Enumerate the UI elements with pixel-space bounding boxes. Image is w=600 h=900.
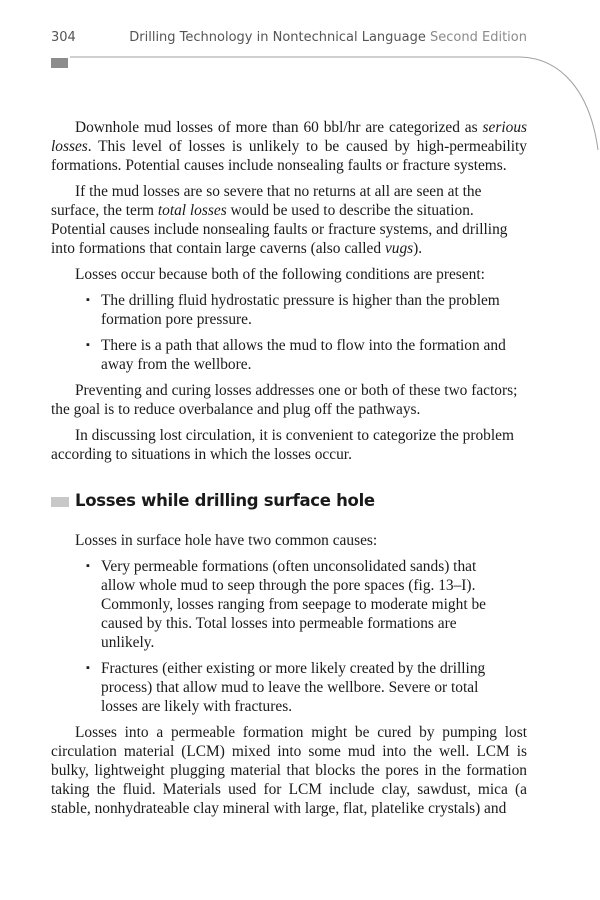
- paragraph-lcm: Losses into a permeable formation might be cured by pumping lost circulation material (LCM) mixed into some mud into the well. LCM is bulky, lightweight plugging material that blocks the pores in the formation taking the fluid. Materials used for LCM include clay, sawdust, mica (a stable, nonhydrateable clay mineral with large, flat, platelike crystals) and: [51, 724, 527, 817]
- page-number: 304: [51, 30, 76, 45]
- text-run: Downhole mud losses of more than 60 bbl/hr are categorized as: [75, 119, 478, 136]
- running-title: [129, 30, 527, 45]
- paragraph-total-losses: [51, 182, 527, 258]
- running-header: [51, 30, 527, 50]
- list-item: [86, 336, 527, 374]
- conditions-list: [51, 291, 527, 374]
- italic-term: vugs: [384, 240, 414, 257]
- bullet-icon: ▪: [86, 294, 90, 306]
- text-run: . This level of losses is unlikely to be caused by high-permeability formations. Potential causes include nonsealing faults or fracture systems.: [51, 138, 527, 174]
- text-run: would be used to describe the situation. Potential causes include nonsealing faults or fracture systems, and drilling into formations that contain large caverns (also called: [51, 202, 508, 257]
- text-run: ).: [413, 240, 423, 257]
- paragraph-surface-causes: Losses in surface hole have two common causes:: [75, 532, 378, 549]
- list-item: [86, 291, 527, 329]
- italic-term: total losses: [157, 202, 227, 219]
- paragraph-preventing: Preventing and curing losses addresses one or both of these two factors; the goal is to reduce overbalance and plug off the pathways.: [51, 382, 518, 418]
- section-heading: [51, 491, 527, 515]
- edition-label: Second Edition: [430, 30, 527, 45]
- book-title: Drilling Technology in Nontechnical Language: [129, 30, 426, 45]
- bullet-icon: ▪: [86, 339, 90, 351]
- list-item: [86, 557, 497, 652]
- header-tab-marker: [51, 58, 68, 68]
- section-heading-text: Losses while drilling surface hole: [75, 491, 375, 510]
- bullet-icon: ▪: [86, 560, 90, 572]
- paragraph-serious-losses: [51, 118, 527, 175]
- page-body: [51, 118, 527, 825]
- bullet-icon: ▪: [86, 662, 90, 674]
- list-item: [86, 659, 497, 716]
- heading-bar-marker: [51, 497, 69, 507]
- list-item-text: The drilling fluid hydrostatic pressure is higher than the problem formation pore pressure.: [101, 292, 500, 328]
- paragraph-conditions-intro: Losses occur because both of the following conditions are present:: [75, 266, 485, 283]
- causes-list: [51, 557, 527, 716]
- list-item-text: Fractures (either existing or more likely created by the drilling process) that allow mud to leave the wellbore. Severe or total losses are likely with fractures.: [101, 660, 486, 715]
- list-item-text: There is a path that allows the mud to flow into the formation and away from the wellbore.: [101, 337, 506, 373]
- paragraph-categorize: In discussing lost circulation, it is convenient to categorize the problem according to situations in which the losses occur.: [51, 427, 514, 463]
- italic-term: serious losses: [51, 119, 527, 155]
- text-run: If the mud losses are so severe that no returns at all are seen at the surface, the term: [51, 183, 482, 219]
- list-item-text: Very permeable formations (often unconsolidated sands) that allow whole mud to seep through the pore spaces (fig. 13–I). Commonly, losses ranging from seepage to moderate might be caused by this. Total losses into permeable formations are unlikely.: [101, 558, 486, 651]
